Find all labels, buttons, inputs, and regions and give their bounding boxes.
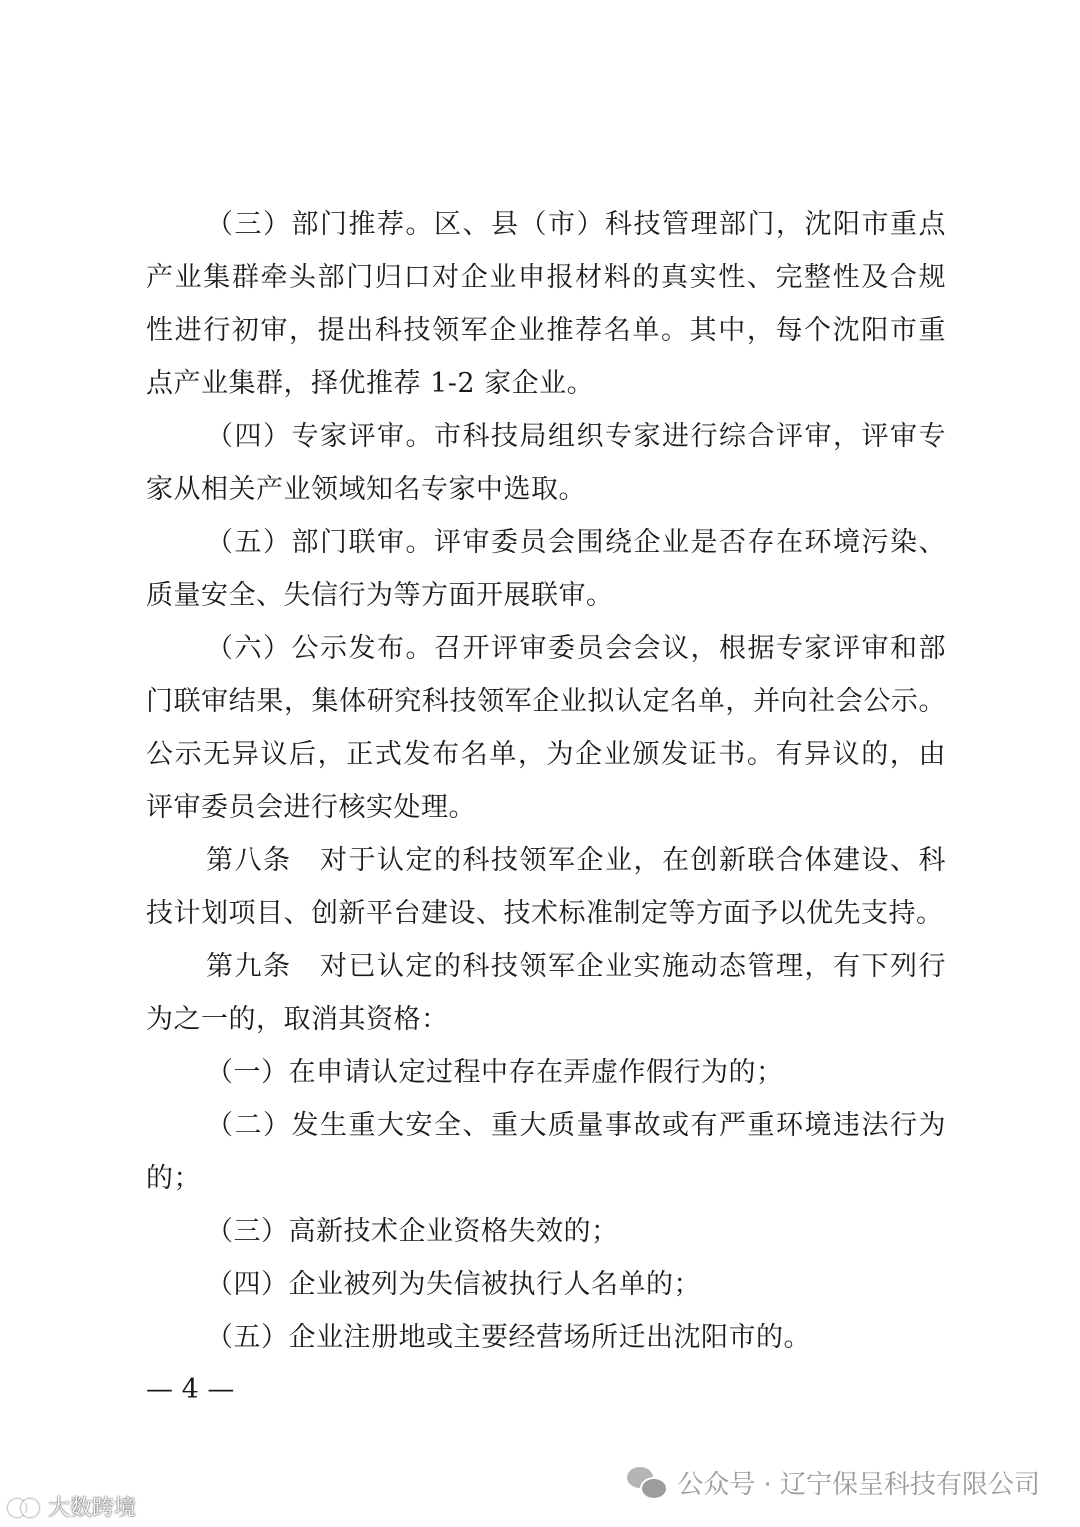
text-line: （一）在申请认定过程中存在弄虚作假行为的；: [206, 1057, 784, 1088]
text-line: 技计划项目、创新平台建设、技术标准制定等方面予以优先支持。: [146, 898, 944, 929]
text-line: 第九条 对已认定的科技领军企业实施动态管理，有下列行: [206, 951, 946, 982]
watermark-text: 公众号 · 辽宁保呈科技有限公司: [677, 1469, 1040, 1500]
text-line: （三）部门推荐。区、县（市）科技管理部门，沈阳市重点: [206, 209, 946, 240]
text-line: （五）企业注册地或主要经营场所迁出沈阳市的。: [206, 1322, 811, 1353]
wechat-account-watermark: [627, 1462, 1040, 1502]
text-line: （四）专家评审。市科技局组织专家进行综合评审，评审专: [206, 421, 946, 452]
text-line: （二）发生重大安全、重大质量事故或有严重环境违法行为: [206, 1110, 946, 1141]
corner-logo-text: 大数跨境: [48, 1496, 137, 1521]
text-line: 点产业集群，择优推荐 1-2 家企业。: [146, 368, 595, 399]
text-line: （三）高新技术企业资格失效的；: [206, 1216, 619, 1247]
text-line: 家从相关产业领域知名专家中选取。: [146, 474, 586, 505]
document-body: [146, 198, 946, 1364]
text-line: 门联审结果，集体研究科技领军企业拟认定名单，并向社会公示。: [146, 686, 946, 717]
text-line: 产业集群牵头部门归口对企业申报材料的真实性、完整性及合规: [146, 262, 946, 293]
text-line: 为之一的，取消其资格：: [146, 1004, 449, 1035]
text-line: 的；: [146, 1163, 201, 1194]
text-line: 公示无异议后，正式发布名单，为企业颁发证书。有异议的，由: [146, 739, 946, 770]
text-line: （五）部门联审。评审委员会围绕企业是否存在环境污染、: [206, 527, 946, 558]
text-line: （四）企业被列为失信被执行人名单的；: [206, 1269, 701, 1300]
text-line: 质量安全、失信行为等方面开展联审。: [146, 580, 614, 611]
text-line: （六）公示发布。召开评审委员会会议，根据专家评审和部: [206, 633, 946, 664]
text-line: 第八条 对于认定的科技领军企业，在创新联合体建设、科: [206, 845, 946, 876]
logo-mark-icon: [8, 1496, 42, 1518]
page-number: — 4 —: [146, 1374, 235, 1405]
wechat-icon: [627, 1465, 667, 1499]
text-line: 性进行初审，提出科技领军企业推荐名单。其中，每个沈阳市重: [146, 315, 946, 346]
corner-logo: [8, 1491, 136, 1522]
text-line: 评审委员会进行核实处理。: [146, 792, 476, 823]
